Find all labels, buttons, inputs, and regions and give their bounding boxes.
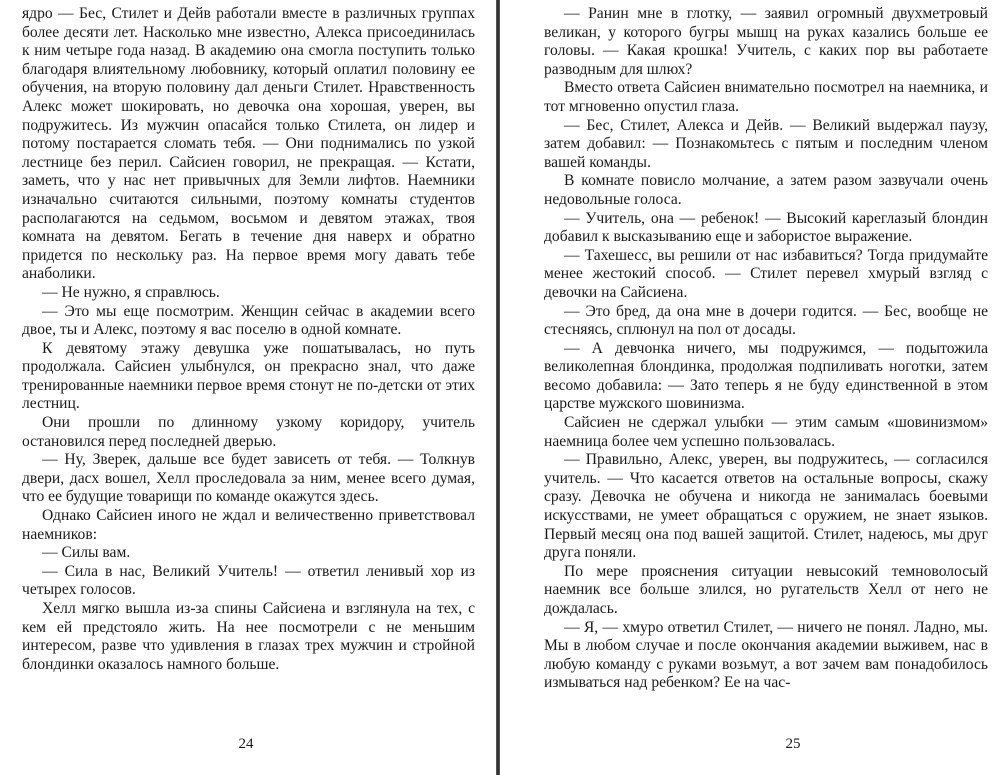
paragraph: Они прошли по длинному узкому коридору, учитель остановился перед последней дверью.	[22, 414, 475, 450]
paragraph: ядро — Бес, Стилет и Дейв работали вместе в различных группах более десяти лет. Насколько мне известно, Алекса присоединилась к ним четыре года назад. В академию она смогла поступить только благодаря влиятельному любовнику, который оплатил половину ее обучения, на вторую половину дал деньги Стилет. Нравственность Алекс может шокировать, но девочка она хорошая, уверен, вы подружитесь. Из мужчин опасайся только Стилета, он лидер и потому постарается сломать тебя. — Они поднимались по узкой лестнице без перил. Сайсиен говорил, не прекращая. — Кстати, заметь, что у нас нет привычных для Земли лифтов. Наемники изначально считаются сильными, поэтому комнаты студентов располагаются на седьмом, восьмом и девятом этажах, твоя комната на девятом. Бегать в течение дня наверх и обратно придется по нескольку раз. На первое время могу давать тебе анаболики.	[22, 5, 475, 283]
paragraph: — А девчонка ничего, мы подружимся, — подытожила великолепная блондинка, продолжая подпиливать ноготки, затем весомо добавила: — Зато теперь я не буду единственной в этом царстве мужского шовинизма.	[544, 339, 988, 413]
paragraph: — Это бред, да она мне в дочери годится. — Бес, вообще не стесняясь, сплюнул на пол от досады.	[544, 302, 988, 339]
paragraph: — Сила в нас, Великий Учитель! — ответил ленивый хор из четырех голосов.	[22, 562, 475, 599]
right-page-text	[544, 5, 988, 693]
paragraph: — Не нужно, я справлюсь.	[42, 283, 220, 301]
left-page	[0, 0, 496, 775]
left-page-text	[22, 5, 475, 674]
paragraph: К девятому этажу девушка уже пошатывалась, но путь продолжала. Сайсиен улыбнулся, он прекрасно знал, что даже тренированные наемники первое время стонут не по-детски от этих лестниц.	[22, 339, 475, 413]
page-number: 24	[238, 736, 254, 752]
paragraph: — Это мы еще посмотрим. Женщин сейчас в академии всего двое, ты и Алекс, поэтому я вас поселю в одной комнате.	[22, 302, 475, 339]
paragraph: Однако Сайсиен иного не ждал и величественно приветствовал наемников:	[22, 507, 475, 543]
paragraph: В комнате повисло молчание, а затем разом зазвучали очень недовольные голоса.	[544, 172, 988, 208]
paragraph: — Я, — хмуро ответил Стилет, — ничего не понял. Ладно, мы. Мы в любом случае и после окончания академии выживем, нас в любую команду с руками возьмут, а вот зачем вам понадобилось измываться над ребенком? Ее на час-	[544, 618, 988, 692]
right-page	[500, 0, 1000, 775]
paragraph: — Тахешесс, вы решили от нас избавиться? Тогда придумайте менее жестокий способ. — Стилет перевел хмурый взгляд с девочки на Сайсиена.	[544, 246, 988, 301]
paragraph: — Учитель, она — ребенок! — Высокий кареглазый блондин добавил к высказыванию еще и забористое выражение.	[544, 209, 988, 246]
page-number: 25	[785, 736, 801, 752]
paragraph: Вместо ответа Сайсиен внимательно посмотрел на наемника, и тот мгновенно опустил глаза.	[544, 79, 988, 115]
paragraph: — Ну, Зверек, дальше все будет зависеть от тебя. — Толкнув двери, дасх вошел, Хелл проследовала за ним, менее всего думая, что ее будущие товарищи по команде окажутся здесь.	[22, 451, 475, 506]
paragraph: По мере прояснения ситуации невысокий темноволосый наемник все больше злился, но ругательств Хелл от него не дождалась.	[544, 562, 988, 617]
paragraph: — Ранин мне в глотку, — заявил огромный двухметровый великан, у которого бугры мышц на руках казались больше ее головы. — Какая крошка! Учитель, с каких пор вы работаете разводным для шлюх?	[544, 5, 988, 78]
paragraph: — Бес, Стилет, Алекса и Дейв. — Великий выдержал паузу, затем добавил: — Познакомьтесь с пятым и последним членом вашей команды.	[544, 116, 988, 171]
paragraph: — Правильно, Алекс, уверен, вы подружитесь, — согласился учитель. — Что касается ответов на остальные вопросы, скажу сразу. Девочка не обучена и никогда не занималась боевыми искусствами, не умеет обращаться с оружием, не знает языков. Первый месяц она под вашей защитой. Стилет, надеюсь, мы друг друга поняли.	[544, 451, 988, 562]
paragraph: Хелл мягко вышла из-за спины Сайсиена и взглянула на тех, с кем ей предстояло жить. На нее посмотрели с не меньшим интересом, разве что удивления в глазах трех мужчин и стройной блондинки оказалось намного больше.	[22, 600, 475, 673]
paragraph: Сайсиен не сдержал улыбки — этим самым «шовинизмом» наемница более чем успешно пользовалась.	[544, 414, 988, 450]
paragraph: — Силы вам.	[42, 544, 131, 562]
